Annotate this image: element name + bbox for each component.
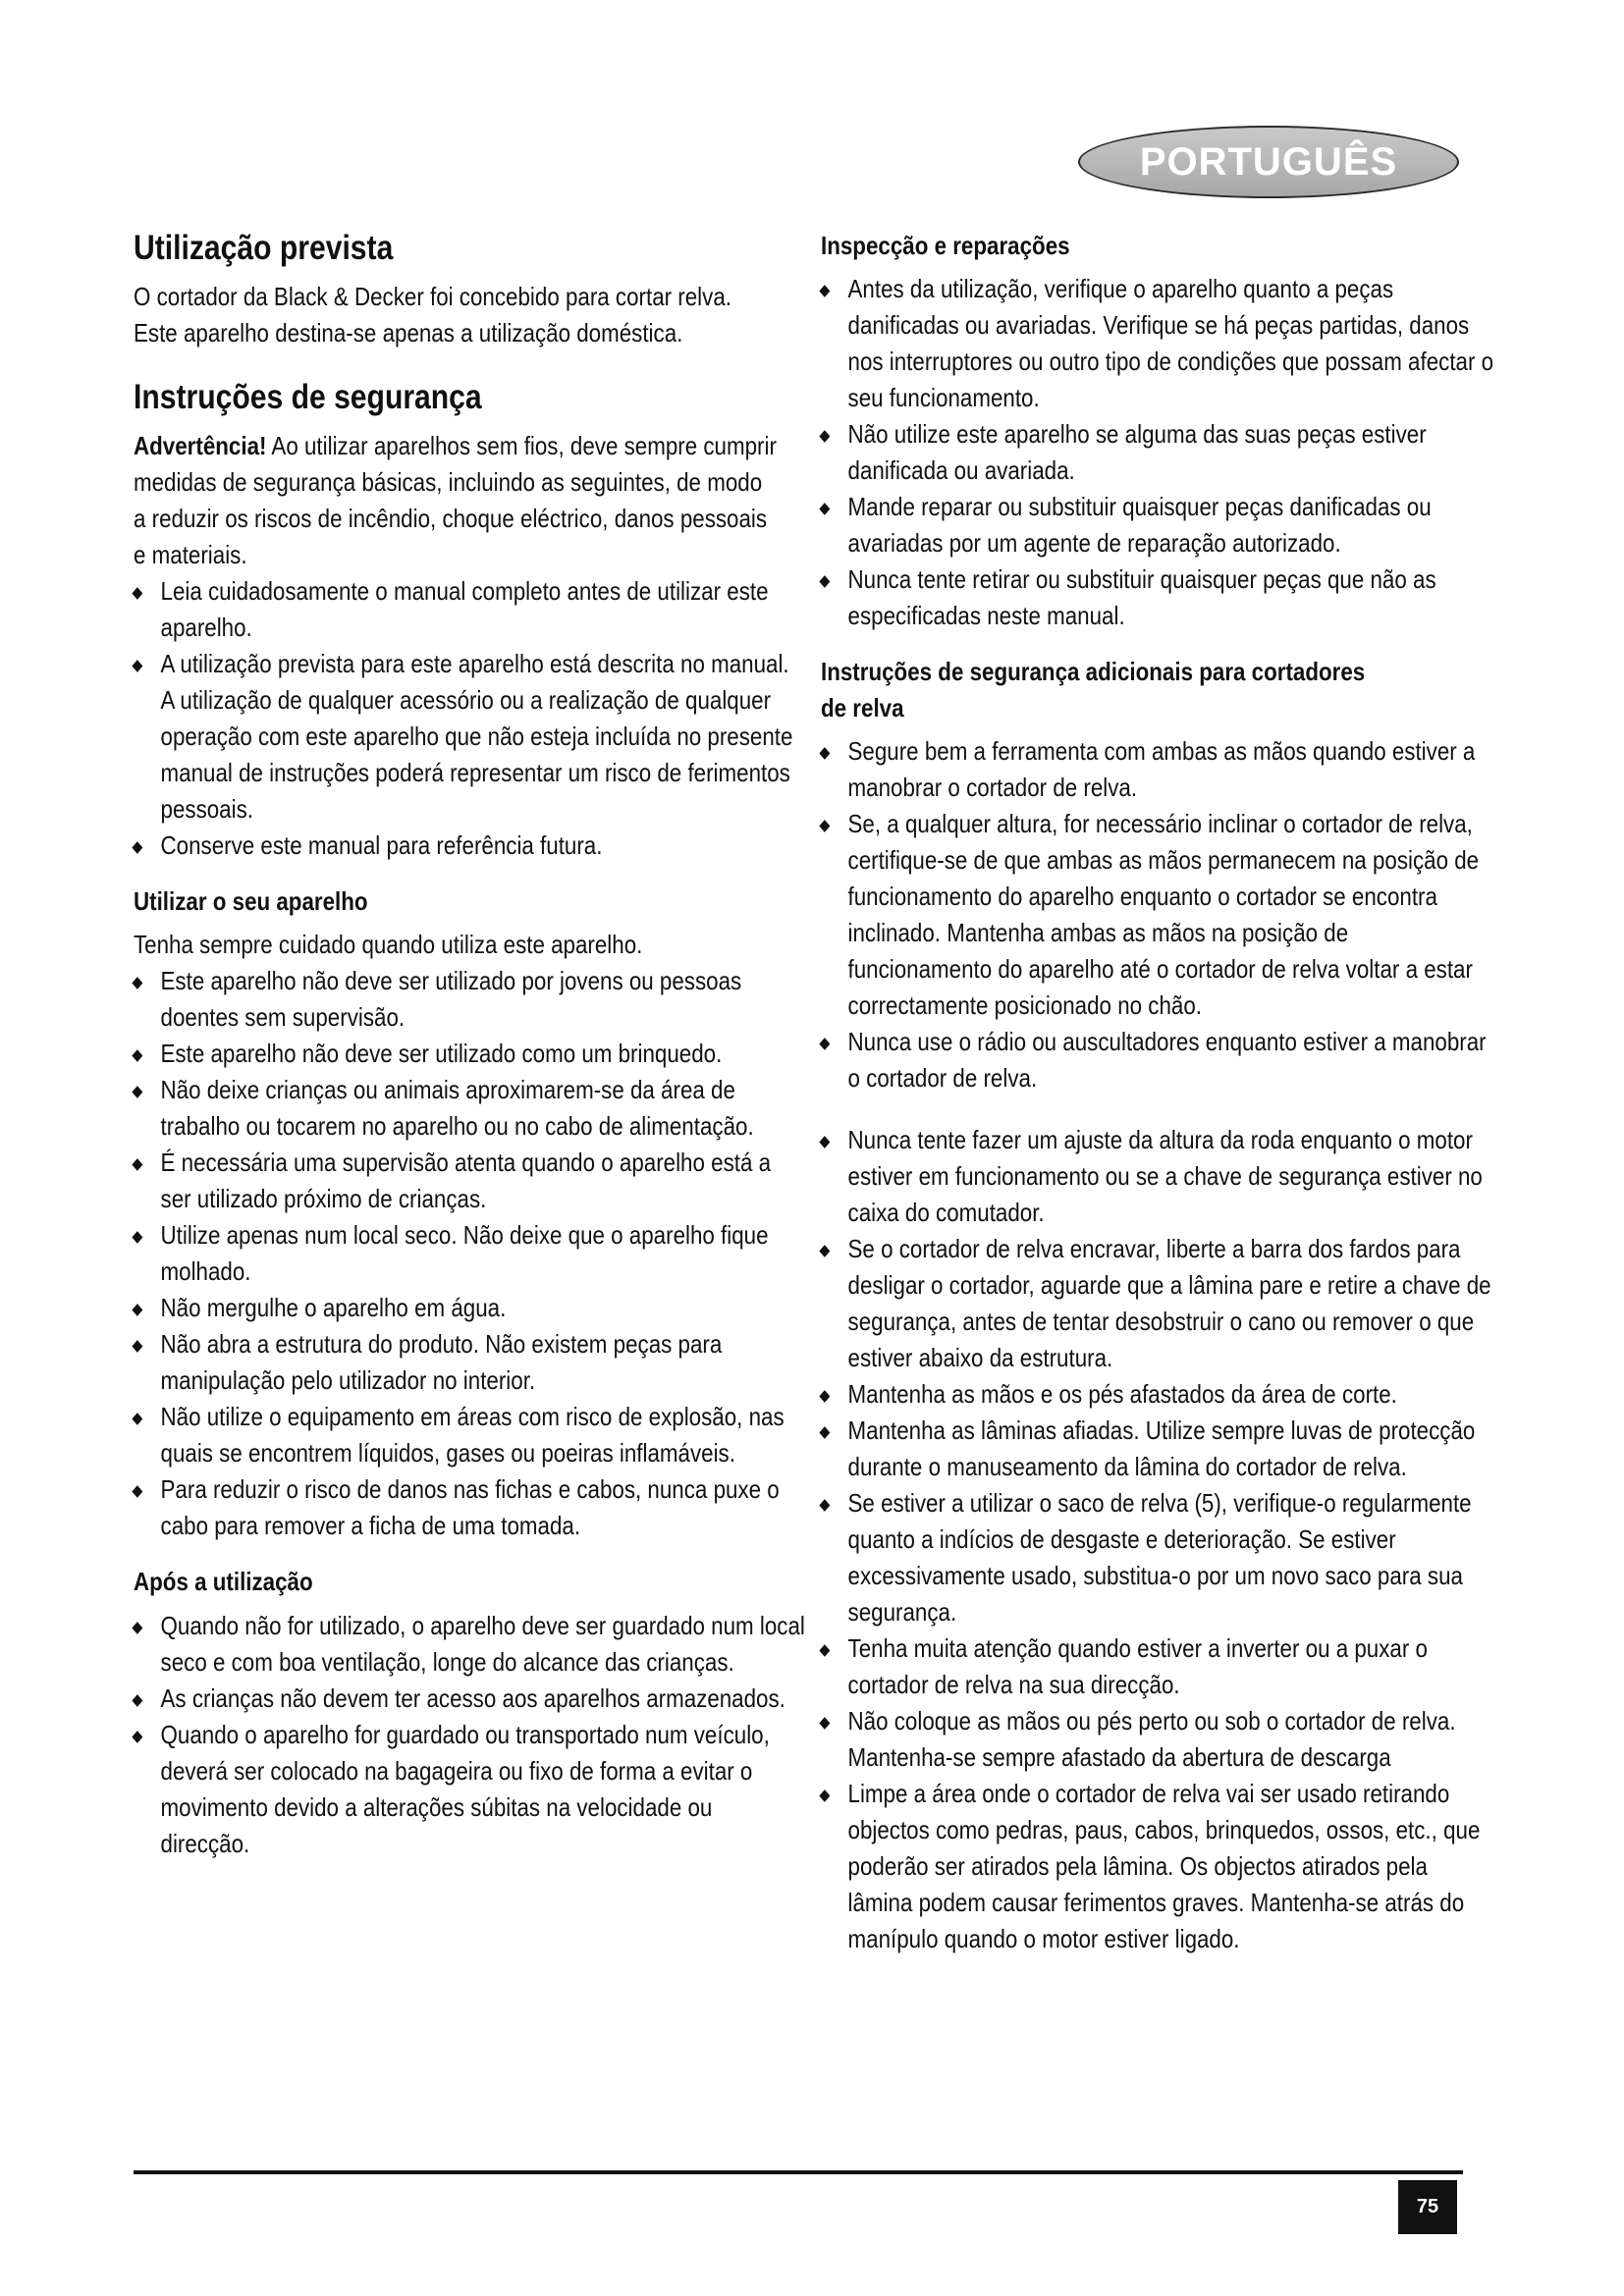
list-item: Quando não for utilizado, o aparelho deve ser guardado num local seco e com boa ventilação, longe do alcance das crianças. — [134, 1608, 807, 1681]
bullet-icon — [819, 820, 830, 832]
bullet-icon — [819, 1789, 830, 1802]
bullet-icon — [819, 1644, 830, 1657]
after-use-list — [134, 1608, 805, 1862]
use-appliance-title: Utilizar o seu aparelho — [134, 886, 368, 916]
inspection-list — [821, 271, 1494, 634]
list-item: Conserve este manual para referência futura. — [134, 828, 807, 864]
list-item: Nunca tente fazer um ajuste da altura da roda enquanto o motor estiver em funcionamento ou se a chave de segurança estiver no caixa do comutador. — [821, 1122, 1494, 1231]
list-item: Quando o aparelho for guardado ou transportado num veículo, deverá ser colocado na bagageira ou fixo de forma a evitar o movimento devido a alterações súbitas na velocidade ou direcção. — [134, 1717, 807, 1862]
right-column — [821, 228, 1494, 1957]
list-item: Se estiver a utilizar o saco de relva (5), verifique-o regularmente quanto a indícios de desgaste e deterioração. Se estiver excessivamente usado, substitua-o por um novo saco para sua segurança. — [821, 1485, 1494, 1630]
bullet-icon — [132, 660, 142, 672]
list-item: Não abra a estrutura do produto. Não existem peças para manipulação pelo utilizador no interior. — [134, 1326, 807, 1399]
bullet-icon — [819, 1245, 830, 1257]
list-item: Utilize apenas num local seco. Não deixe que o aparelho fique molhado. — [134, 1217, 807, 1290]
list-item: A utilização prevista para este aparelho está descrita no manual. A utilização de qualquer acessório ou a realização de qualquer operação com este aparelho que não esteja incluída no presente manual de instruções poderá representar um risco de ferimentos pessoais. — [134, 646, 807, 828]
list-item: Nunca tente retirar ou substituir quaisquer peças que não as especificadas neste manual. — [821, 561, 1494, 634]
list-item: Não deixe crianças ou animais aproximarem-se da área de trabalho ou tocarem no aparelho ou no cabo de alimentação. — [134, 1072, 807, 1145]
list-item: Mantenha as mãos e os pés afastados da área de corte. — [821, 1376, 1494, 1413]
footer-rule — [134, 2170, 1463, 2174]
additional-safety-list — [821, 733, 1487, 1096]
bullet-icon — [132, 1305, 142, 1317]
warning-text: Ao utilizar aparelhos sem fios, deve sempre cumprir medidas de segurança básicas, incluindo as seguintes, de modo a reduzir os riscos de incêndio, choque eléctrico, danos pessoais e materiais. — [134, 431, 777, 569]
bullet-icon — [819, 576, 830, 589]
bullet-icon — [819, 1717, 830, 1730]
safety-title: Instruções de segurança — [134, 378, 482, 416]
bullet-icon — [132, 1050, 142, 1063]
warning-label: Advertência! — [134, 431, 267, 460]
additional-safety-list-continued — [821, 1122, 1491, 1957]
list-item: Este aparelho não deve ser utilizado como um brinquedo. — [134, 1036, 807, 1072]
bullet-icon — [132, 1232, 142, 1245]
list-item: Mande reparar ou substituir quaisquer peças danificadas ou avariadas por um agente de reparação autorizado. — [821, 489, 1494, 561]
list-item: Não coloque as mãos ou pés perto ou sob o cortador de relva. Mantenha-se sempre afastado da abertura de descarga — [821, 1703, 1494, 1776]
list-item: As crianças não devem ter acesso aos aparelhos armazenados. — [134, 1681, 807, 1717]
bullet-icon — [132, 978, 142, 990]
list-item: Limpe a área onde o cortador de relva vai ser usado retirando objectos como pedras, paus, cabos, brinquedos, ossos, etc., que poderão ser atirados pela lâmina. Os objectos atirados pela lâmina podem causar ferimentos graves. Mantenha-se atrás do manípulo quando o motor estiver ligado. — [821, 1776, 1494, 1957]
inspection-title: Inspecção e reparações — [821, 231, 1070, 260]
bullet-icon — [132, 1414, 142, 1426]
list-item: Antes da utilização, verifique o aparelho quanto a peças danificadas ou avariadas. Verifique se há peças partidas, danos nos interruptores ou outro tipo de condições que possam afectar o seu funcionamento. — [821, 271, 1494, 416]
bullet-icon — [819, 1426, 830, 1439]
safety-list — [134, 573, 793, 864]
list-item: Não utilize o equipamento em áreas com risco de explosão, nas quais se encontrem líquidos, gases ou poeiras inflamáveis. — [134, 1399, 807, 1471]
bullet-icon — [819, 1390, 830, 1403]
bullet-icon — [132, 1087, 142, 1099]
bullet-icon — [132, 587, 142, 600]
bullet-icon — [819, 1499, 830, 1512]
additional-safety-title: Instruções de segurança adicionais para cortadores de relva — [821, 657, 1366, 722]
after-use-title: Após a utilização — [134, 1567, 313, 1597]
intended-use-text: O cortador da Black & Decker foi concebido para cortar relva. Este aparelho destina-se apenas a utilização doméstica. — [134, 282, 731, 347]
bullet-icon — [819, 1038, 830, 1050]
bullet-icon — [132, 841, 142, 854]
list-item: Se, a qualquer altura, for necessário inclinar o cortador de relva, certifique-se de que ambas as mãos permanecem na posição de funcionamento do aparelho enquanto o cortador se encontra inclinado. Mantenha ambas as mãos na posição de funcionamento do aparelho até o cortador de relva voltar a estar correctamente posicionado no chão. — [821, 806, 1494, 1024]
bullet-icon — [132, 1341, 142, 1354]
left-column — [134, 228, 805, 1862]
bullet-icon — [132, 1622, 142, 1634]
bullet-icon — [819, 1136, 830, 1148]
bullet-icon — [132, 1694, 142, 1707]
list-item: Leia cuidadosamente o manual completo antes de utilizar este aparelho. — [134, 573, 807, 646]
intended-use-title: Utilização prevista — [134, 229, 394, 267]
bullet-icon — [132, 1486, 142, 1499]
list-item: Este aparelho não deve ser utilizado por jovens ou pessoas doentes sem supervisão. — [134, 963, 807, 1036]
use-appliance-list — [134, 963, 785, 1544]
bullet-icon — [819, 286, 830, 298]
safety-warning — [134, 428, 780, 573]
use-appliance-intro: Tenha sempre cuidado quando utiliza este aparelho. — [134, 930, 643, 960]
list-item: Não utilize este aparelho se alguma das suas peças estiver danificada ou avariada. — [821, 416, 1494, 489]
bullet-icon — [819, 431, 830, 444]
bullet-icon — [819, 747, 830, 760]
page-number: 75 — [1398, 2180, 1457, 2234]
list-item: Para reduzir o risco de danos nas fichas e cabos, nunca puxe o cabo para remover a ficha de uma tomada. — [134, 1471, 807, 1544]
bullet-icon — [132, 1159, 142, 1172]
bullet-icon — [819, 504, 830, 516]
list-item: Não mergulhe o aparelho em água. — [134, 1290, 807, 1326]
list-item: Nunca use o rádio ou auscultadores enquanto estiver a manobrar o cortador de relva. — [821, 1024, 1494, 1096]
list-item: É necessária uma supervisão atenta quando o aparelho está a ser utilizado próximo de crianças. — [134, 1145, 807, 1217]
list-item: Tenha muita atenção quando estiver a inverter ou a puxar o cortador de relva na sua direcção. — [821, 1630, 1494, 1703]
language-tab: PORTUGUÊS — [1078, 126, 1459, 198]
list-item: Mantenha as lâminas afiadas. Utilize sempre luvas de protecção durante o manuseamento da lâmina do cortador de relva. — [821, 1413, 1494, 1485]
bullet-icon — [132, 1731, 142, 1743]
list-item: Se o cortador de relva encravar, liberte a barra dos fardos para desligar o cortador, aguarde que a lâmina pare e retire a chave de segurança, antes de tentar desobstruir o cano ou remover o que estiver abaixo da estrutura. — [821, 1231, 1494, 1376]
list-item: Segure bem a ferramenta com ambas as mãos quando estiver a manobrar o cortador de relva. — [821, 733, 1494, 806]
